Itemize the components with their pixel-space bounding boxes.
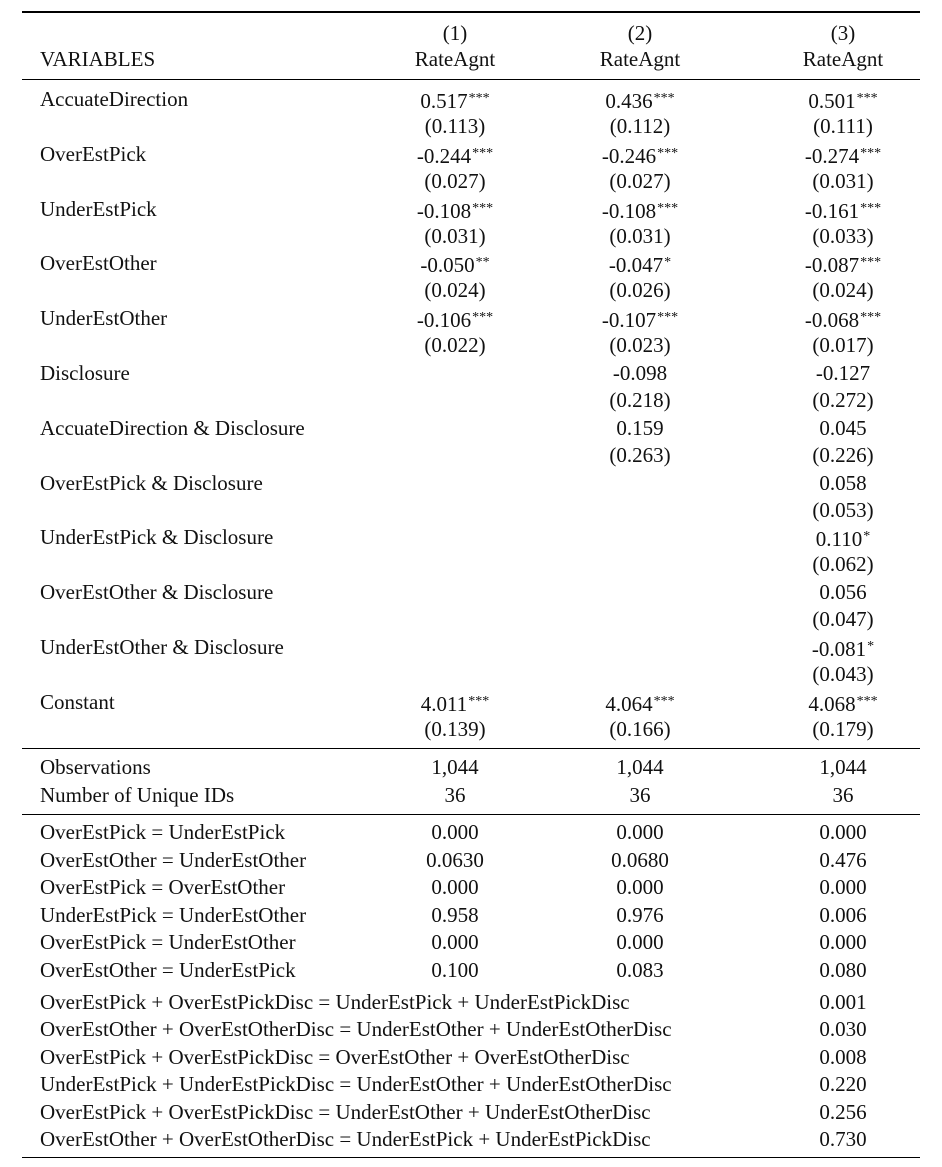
coefficient-row xyxy=(0,578,942,606)
coefficient-value: -0.047 xyxy=(608,253,664,278)
coefficient-cell xyxy=(819,469,866,497)
disclosure-test-row xyxy=(0,1125,942,1153)
coefficient-cell xyxy=(417,195,493,225)
standard-error-cell: (0.263) xyxy=(609,442,671,467)
significance-stars: *** xyxy=(860,310,882,326)
coefficient-cell xyxy=(605,688,674,718)
variable-label: AccuateDirection xyxy=(40,87,189,111)
test-pvalue: 0.000 xyxy=(431,820,479,844)
coefficient-cell xyxy=(417,140,493,170)
coefficient-row xyxy=(0,523,942,551)
disclosure-test-row xyxy=(0,1043,942,1071)
test-row xyxy=(0,818,942,846)
coefficient-cell xyxy=(816,523,870,553)
standard-error-cell: (0.027) xyxy=(609,168,671,193)
standard-error-row xyxy=(0,550,942,578)
significance-stars: *** xyxy=(472,310,494,326)
test-row xyxy=(0,873,942,901)
standard-error-cell: (0.272) xyxy=(812,388,874,412)
column-number: (2) xyxy=(627,21,653,45)
standard-error-cell: (0.026) xyxy=(609,278,671,303)
coefficient-cell xyxy=(609,249,671,279)
coefficient-value: -0.050 xyxy=(420,253,475,278)
coefficient-cell xyxy=(602,195,678,225)
significance-stars: *** xyxy=(856,91,878,106)
coefficient-row xyxy=(0,140,942,168)
coefficient-value: 4.068 xyxy=(808,691,856,716)
standard-error-cell: (0.017) xyxy=(812,333,874,358)
variable-label: UnderEstPick & Disclosure xyxy=(40,525,274,550)
coefficient-cell xyxy=(613,359,667,387)
disclosure-test-row xyxy=(0,1015,942,1043)
standard-error-cell: (0.053) xyxy=(812,497,874,522)
variable-label: UnderEstOther xyxy=(40,306,168,331)
coefficient-value: 0.058 xyxy=(819,470,867,495)
test-row xyxy=(0,901,942,929)
significance-stars: *** xyxy=(472,145,494,161)
standard-error-row xyxy=(0,441,942,469)
standard-error-row xyxy=(0,605,942,633)
standard-error-cell: (0.226) xyxy=(812,442,874,467)
significance-stars: *** xyxy=(657,310,679,326)
disclosure-test-pvalue: 0.030 xyxy=(819,1017,867,1042)
coefficient-value: 4.064 xyxy=(605,691,653,716)
significance-stars: ** xyxy=(475,255,490,271)
coefficient-value: 0.045 xyxy=(819,415,867,440)
coefficient-value: -0.087 xyxy=(804,253,860,278)
disclosure-test-label: OverEstPick + OverEstPickDisc = OverEstOther + OverEstOtherDisc xyxy=(40,1044,630,1069)
test-pvalue: 0.0680 xyxy=(611,847,669,872)
coefficients-bottom-rule xyxy=(22,748,920,749)
coefficient-cell xyxy=(602,304,678,334)
standard-error-cell: (0.179) xyxy=(812,716,874,741)
standard-error-cell: (0.024) xyxy=(424,278,486,303)
coefficient-cell xyxy=(420,85,489,115)
significance-stars: *** xyxy=(856,693,878,709)
coefficient-value: -0.108 xyxy=(601,198,657,223)
test-pvalue: 0.958 xyxy=(431,902,479,927)
significance-stars: *** xyxy=(653,91,675,106)
coefficient-value: 0.110 xyxy=(815,527,863,552)
top-rule xyxy=(22,11,920,13)
disclosure-test-label: OverEstPick + OverEstPickDisc = UnderEstOther + UnderEstOtherDisc xyxy=(40,1099,651,1124)
disclosure-test-pvalue: 0.730 xyxy=(819,1127,867,1151)
significance-stars: *** xyxy=(472,200,494,216)
standard-error-cell: (0.031) xyxy=(424,223,486,248)
disclosure-test-label: OverEstOther + OverEstOtherDisc = UnderEstPick + UnderEstPickDisc xyxy=(40,1127,651,1151)
test-pvalue: 0.083 xyxy=(616,957,664,982)
coefficient-value: 0.159 xyxy=(616,415,664,440)
test-pvalue: 0.976 xyxy=(616,902,664,927)
coefficient-row xyxy=(0,633,942,661)
column-number: (1) xyxy=(442,21,468,45)
standard-error-cell: (0.047) xyxy=(812,607,874,632)
coefficient-value: 0.501 xyxy=(808,89,856,113)
coefficient-cell xyxy=(805,140,881,170)
test-pvalue: 0.0630 xyxy=(426,847,484,872)
stat-row xyxy=(0,753,942,781)
coefficient-cell xyxy=(808,85,877,115)
standard-error-row xyxy=(0,222,942,250)
coefficient-value: 4.011 xyxy=(420,691,468,716)
coefficient-value: -0.108 xyxy=(416,198,472,223)
stat-label: Observations xyxy=(40,755,151,779)
stat-value: 1,044 xyxy=(819,755,867,779)
coefficient-value: -0.274 xyxy=(804,143,860,168)
coefficient-cell xyxy=(805,304,881,334)
coefficient-cell xyxy=(417,304,493,334)
test-row xyxy=(0,956,942,984)
stat-value: 1,044 xyxy=(616,755,664,779)
coefficient-row xyxy=(0,249,942,277)
standard-error-cell: (0.111) xyxy=(813,114,873,138)
test-pvalue: 0.000 xyxy=(616,930,664,954)
coefficient-row xyxy=(0,469,942,497)
disclosure-test-row xyxy=(0,988,942,1016)
coefficient-value: -0.161 xyxy=(804,198,860,223)
coefficient-row xyxy=(0,414,942,442)
standard-error-cell: (0.062) xyxy=(812,552,874,577)
standard-error-cell: (0.166) xyxy=(609,716,671,741)
test-label: OverEstPick = OverEstOther xyxy=(40,875,286,899)
standard-error-cell: (0.033) xyxy=(812,223,874,248)
significance-stars: * xyxy=(867,639,875,654)
coefficient-row xyxy=(0,304,942,332)
disclosure-test-pvalue: 0.220 xyxy=(819,1072,867,1097)
test-pvalue: 0.000 xyxy=(431,930,479,954)
test-label: OverEstOther = UnderEstOther xyxy=(40,847,307,872)
standard-error-row xyxy=(0,276,942,304)
coefficient-row xyxy=(0,195,942,223)
coefficient-value: -0.098 xyxy=(612,361,668,385)
standard-error-row xyxy=(0,715,942,743)
standard-error-cell: (0.022) xyxy=(424,333,486,358)
test-pvalue: 0.000 xyxy=(819,875,867,899)
stat-value: 1,044 xyxy=(431,755,479,779)
variable-label: UnderEstPick xyxy=(40,196,157,221)
standard-error-row xyxy=(0,331,942,359)
coefficient-cell xyxy=(602,140,678,170)
variable-label: Disclosure xyxy=(40,361,130,385)
disclosure-test-label: OverEstPick + OverEstPickDisc = UnderEstPick + UnderEstPickDisc xyxy=(40,990,630,1014)
coefficient-cell xyxy=(420,249,489,279)
coefficient-value: 0.436 xyxy=(605,89,653,113)
stats-bottom-rule xyxy=(22,814,920,815)
standard-error-cell: (0.031) xyxy=(812,168,874,193)
standard-error-cell: (0.112) xyxy=(609,114,671,138)
disclosure-test-row xyxy=(0,1098,942,1126)
significance-stars: *** xyxy=(860,200,882,216)
standard-error-cell: (0.023) xyxy=(609,333,671,358)
column-name: RateAgnt xyxy=(414,47,496,71)
standard-error-row xyxy=(0,167,942,195)
test-pvalue: 0.000 xyxy=(431,875,479,899)
coefficient-row xyxy=(0,85,942,113)
variable-label: AccuateDirection & Disclosure xyxy=(40,415,305,440)
stat-value: 36 xyxy=(629,783,651,807)
stat-row xyxy=(0,781,942,809)
variables-label: VARIABLES xyxy=(40,47,156,71)
coefficient-value: -0.068 xyxy=(804,308,860,333)
standard-error-cell: (0.043) xyxy=(812,662,874,686)
standard-error-cell: (0.139) xyxy=(424,716,486,741)
test-pvalue: 0.000 xyxy=(819,820,867,844)
disclosure-test-label: OverEstOther + OverEstOtherDisc = UnderEstOther + UnderEstOtherDisc xyxy=(40,1017,672,1042)
standard-error-cell: (0.024) xyxy=(812,278,874,303)
standard-error-row xyxy=(0,112,942,140)
coefficient-value: -0.107 xyxy=(601,308,657,333)
variable-label: OverEstPick xyxy=(40,141,147,166)
variable-label: OverEstPick & Disclosure xyxy=(40,470,263,495)
test-label: OverEstPick = UnderEstPick xyxy=(40,820,286,844)
significance-stars: *** xyxy=(657,145,679,161)
stat-label: Number of Unique IDs xyxy=(40,783,235,807)
coefficient-cell xyxy=(808,688,877,718)
significance-stars: *** xyxy=(657,200,679,216)
coefficient-cell xyxy=(616,414,663,442)
significance-stars: *** xyxy=(468,693,490,709)
disclosure-test-label: UnderEstPick + UnderEstPickDisc = UnderEstOther + UnderEstOtherDisc xyxy=(40,1072,672,1097)
header-names-row xyxy=(0,45,942,73)
test-row xyxy=(0,846,942,874)
significance-stars: *** xyxy=(468,91,490,106)
header-rule xyxy=(22,79,920,80)
disclosure-test-pvalue: 0.001 xyxy=(819,990,867,1014)
variable-label: OverEstOther xyxy=(40,251,157,276)
test-label: UnderEstPick = UnderEstOther xyxy=(40,902,307,927)
standard-error-cell: (0.031) xyxy=(609,223,671,248)
test-pvalue: 0.476 xyxy=(819,847,867,872)
header-numbers-row xyxy=(0,19,942,47)
standard-error-row xyxy=(0,496,942,524)
stat-value: 36 xyxy=(444,783,466,807)
variable-label: Constant xyxy=(40,689,115,714)
test-pvalue: 0.000 xyxy=(819,930,867,954)
coefficient-value: -0.106 xyxy=(416,308,472,333)
standard-error-row xyxy=(0,386,942,414)
variable-label: OverEstOther & Disclosure xyxy=(40,580,274,605)
coefficient-value: -0.246 xyxy=(601,143,657,168)
test-row xyxy=(0,928,942,956)
standard-error-cell: (0.113) xyxy=(424,114,486,138)
coefficient-cell xyxy=(816,359,870,387)
stat-value: 36 xyxy=(832,783,854,807)
coefficient-cell xyxy=(805,195,881,225)
significance-stars: *** xyxy=(653,693,675,709)
column-number: (3) xyxy=(830,21,856,45)
disclosure-test-pvalue: 0.008 xyxy=(819,1044,867,1069)
table-bottom-rule xyxy=(22,1157,920,1158)
significance-stars: *** xyxy=(860,145,882,161)
coefficient-value: -0.244 xyxy=(416,143,472,168)
significance-stars: * xyxy=(664,255,672,271)
coefficient-cell xyxy=(819,578,866,606)
test-pvalue: 0.080 xyxy=(819,957,867,982)
test-label: OverEstPick = UnderEstOther xyxy=(40,930,296,954)
coefficient-value: 0.517 xyxy=(420,89,468,113)
coefficient-value: 0.056 xyxy=(819,580,867,605)
test-label: OverEstOther = UnderEstPick xyxy=(40,957,296,982)
column-name: RateAgnt xyxy=(599,47,681,71)
coefficient-row xyxy=(0,359,942,387)
standard-error-row xyxy=(0,660,942,688)
significance-stars: *** xyxy=(860,255,882,271)
coefficient-cell xyxy=(805,249,881,279)
significance-stars: * xyxy=(863,529,871,545)
standard-error-cell: (0.218) xyxy=(609,388,671,412)
coefficient-cell xyxy=(819,414,866,442)
coefficient-value: -0.127 xyxy=(815,361,871,385)
test-pvalue: 0.000 xyxy=(616,820,664,844)
coefficient-cell xyxy=(421,688,489,718)
disclosure-test-pvalue: 0.256 xyxy=(819,1099,867,1124)
test-pvalue: 0.000 xyxy=(616,875,664,899)
coefficient-cell xyxy=(812,633,874,663)
variable-label: UnderEstOther & Disclosure xyxy=(40,635,284,659)
disclosure-test-row xyxy=(0,1070,942,1098)
column-name: RateAgnt xyxy=(802,47,884,71)
coefficient-cell xyxy=(605,85,674,115)
coefficient-row xyxy=(0,688,942,716)
coefficient-value: -0.081 xyxy=(811,637,867,661)
test-pvalue: 0.100 xyxy=(431,957,479,982)
standard-error-cell: (0.027) xyxy=(424,168,486,193)
test-pvalue: 0.006 xyxy=(819,902,867,927)
